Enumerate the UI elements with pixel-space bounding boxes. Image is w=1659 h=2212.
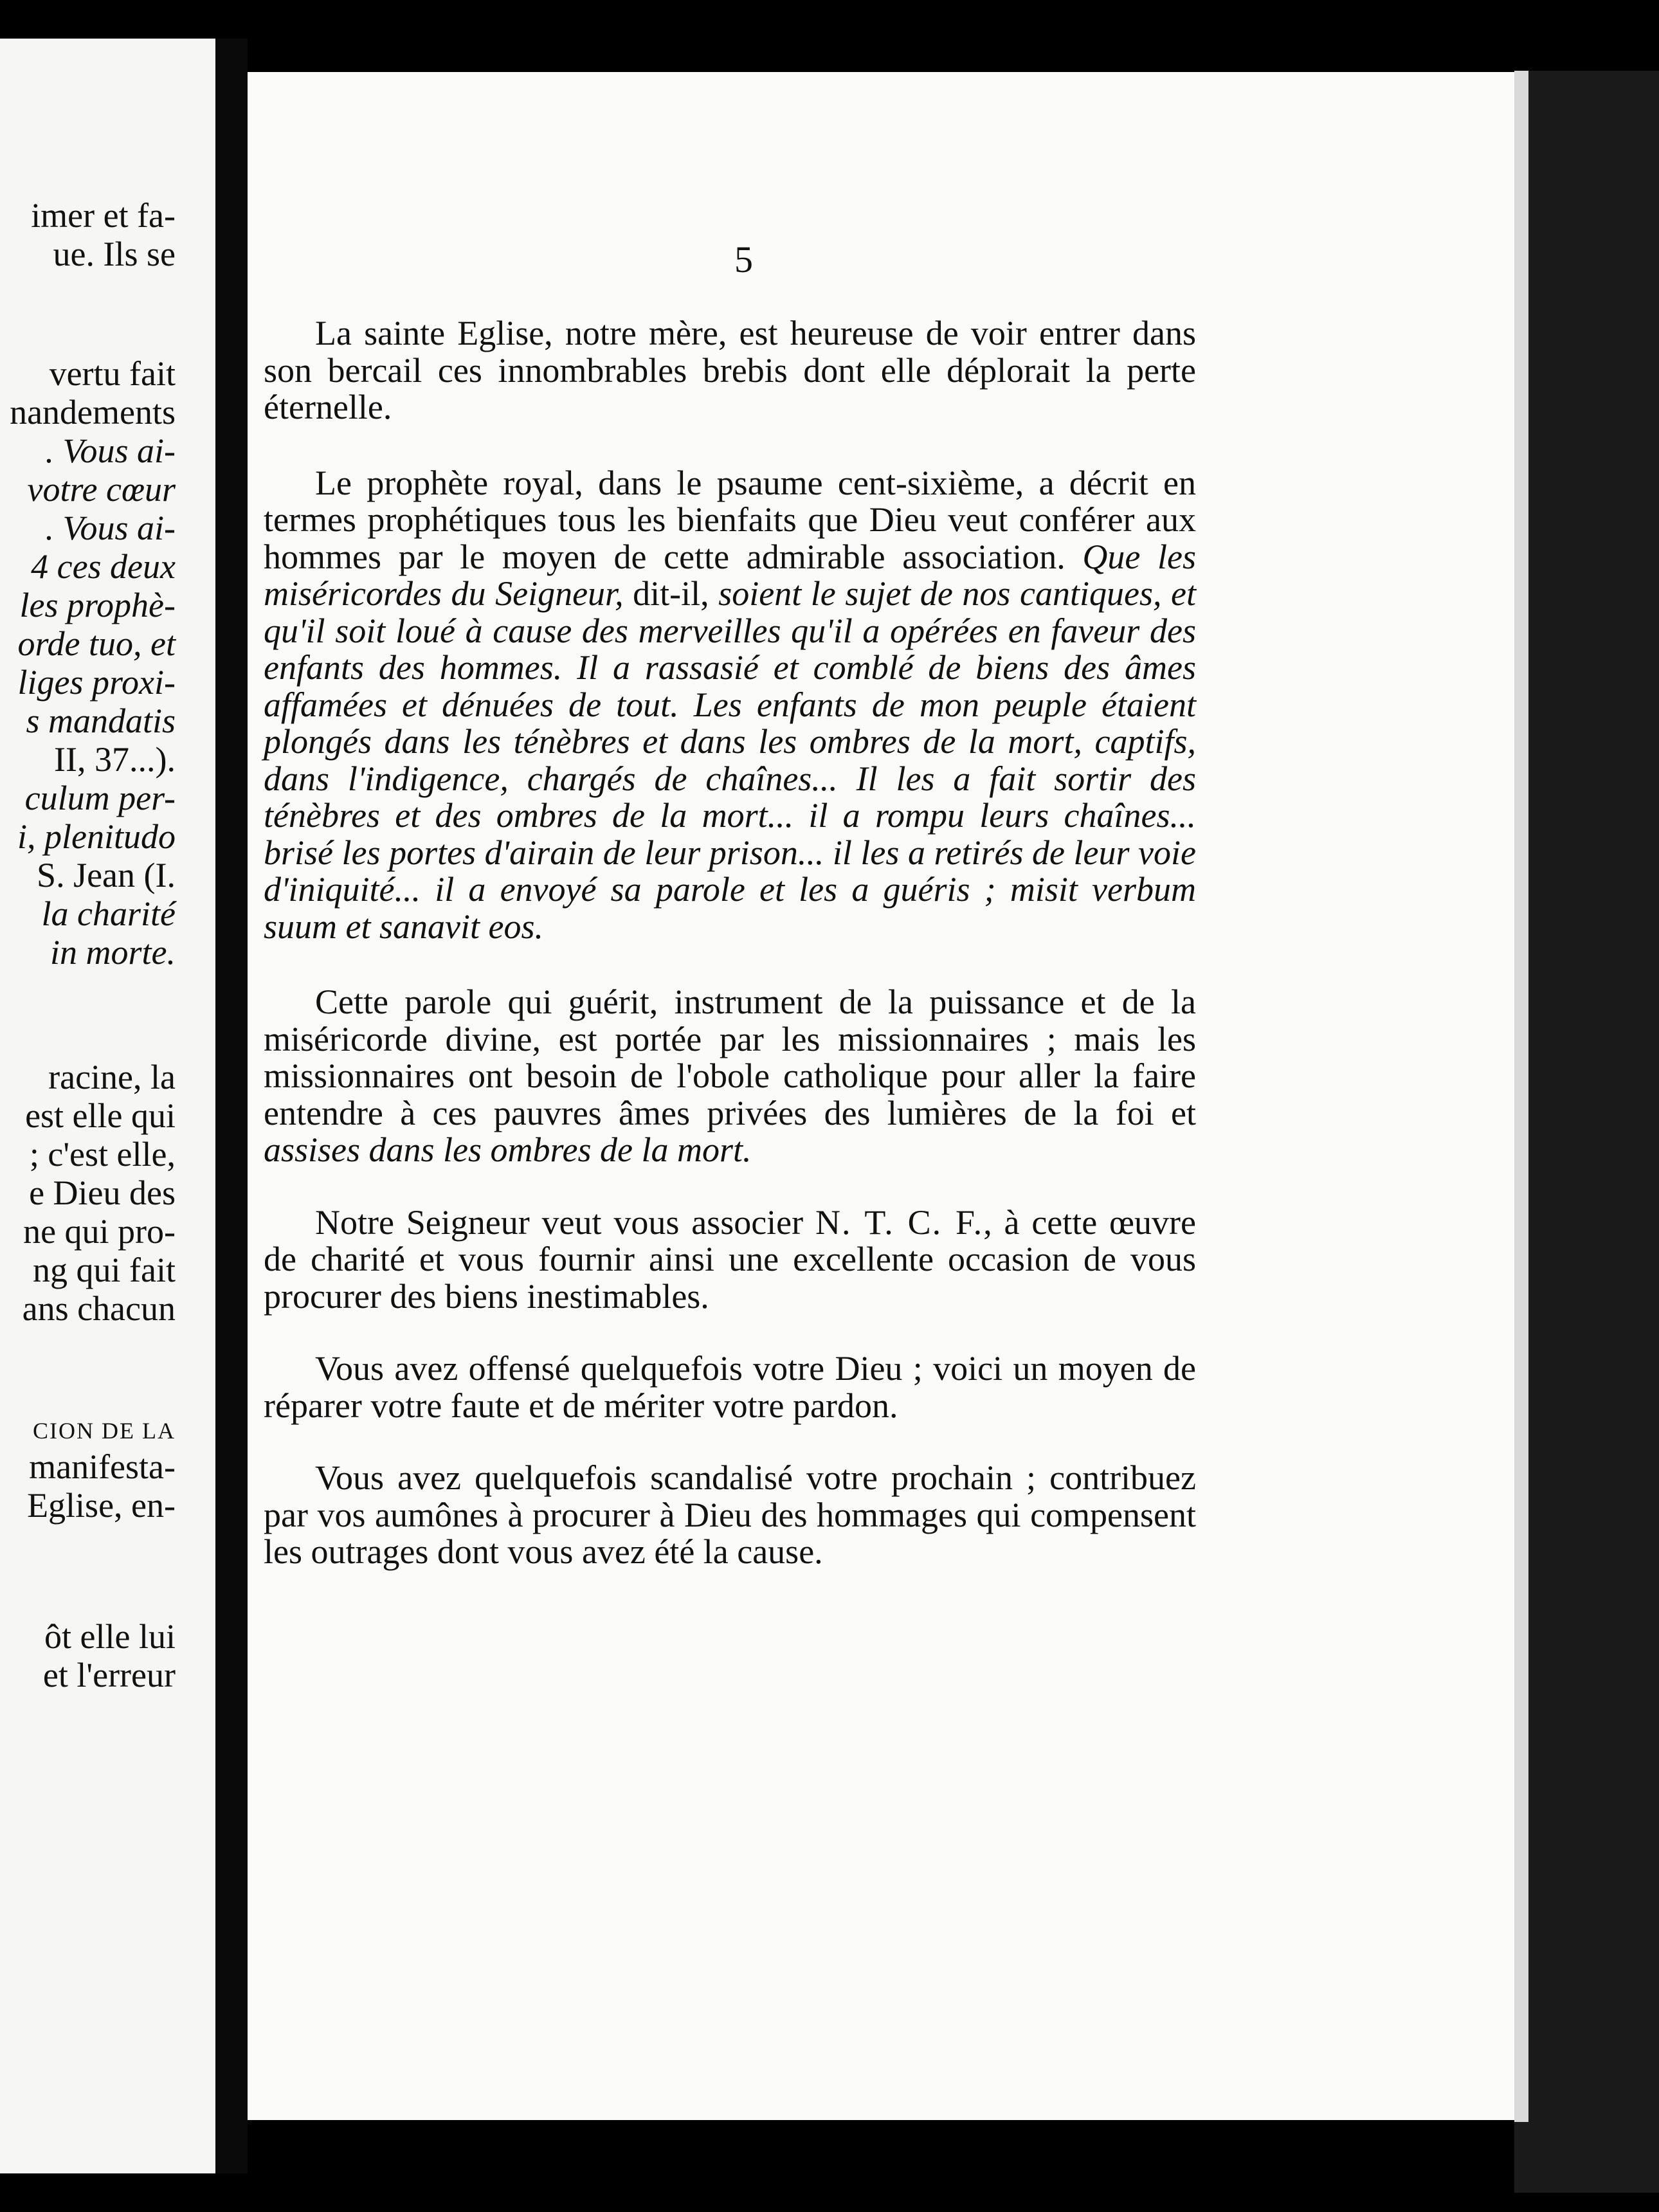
paragraph — [264, 984, 1196, 1169]
left-page-line: in morte. — [50, 933, 176, 972]
left-page-line: la charité — [41, 894, 176, 933]
left-page-line: Eglise, en- — [27, 1486, 176, 1525]
quotation-text: soient le sujet de nos cantiques, et qu'il soit loué à cause des merveilles qu'il a opérées en faveur des enfants des hommes. Il a rassasié et comblé de biens des âmes affamées et dénuées de tout. Les enfants de mon peuple étaient plongés dans les ténèbres et dans les ombres de la mort, captifs, dans l'indigence, chargés de chaînes... Il les a fait sortir des ténèbres et des ombres de la mort... il a rompu leurs chaînes... brisé les portes d'airain de leur prison... il les a retirés de leur voie d'iniquité... il a envoyé sa parole et les a guéris ; misit verbum suum et sanavit eos. — [264, 574, 1196, 946]
paragraph — [264, 1350, 1196, 1424]
page-edge — [1514, 71, 1528, 2122]
left-page-line: ue. Ils se — [53, 235, 176, 273]
left-page-line: ne qui pro- — [23, 1212, 176, 1251]
left-page-line: . Vous ai- — [45, 431, 176, 470]
paragraph-text: dit-il, — [623, 574, 719, 613]
left-page-line: est elle qui — [25, 1096, 176, 1135]
left-page-line: 4 ces deux — [31, 547, 176, 586]
left-page-line: nandements — [10, 393, 176, 431]
paragraph — [264, 1460, 1196, 1571]
scan-background — [1514, 71, 1659, 2193]
left-page-line: et l'erreur — [42, 1656, 176, 1694]
abbreviation: N. T. C. F. — [815, 1202, 984, 1242]
paragraph — [264, 1204, 1196, 1316]
paragraph-text: , à cette œuvre de charité et vous fournir ainsi une excellente occasion de vous procurer des biens inestimables. — [264, 1202, 1197, 1316]
left-page-line: culum per- — [24, 779, 176, 817]
paragraph-text: Notre Seigneur veut vous associer — [315, 1202, 815, 1242]
paragraph-text: Le prophète royal, dans le psaume cent-sixième, a décrit en termes prophétiques tous les bienfaits que Dieu veut conférer aux hommes par le moyen de cette admirable association. — [264, 463, 1196, 576]
left-page-line: s mandatis — [26, 702, 176, 740]
paragraph-text: Vous avez offensé quelquefois votre Dieu ; voici un moyen de réparer votre faute et de mériter votre pardon. — [264, 1349, 1196, 1425]
left-page-line: racine, la — [48, 1058, 176, 1096]
paragraph-text: Cette parole qui guérit, instrument de la puissance et de la miséricorde divine, est portée par les missionnaires ; mais les missionnaires ont besoin de l'obole catholique pour aller la faire entendre à ces pauvres âmes privées des lumières de la foi et — [264, 983, 1196, 1132]
left-page-line: CION DE LA — [33, 1418, 176, 1444]
left-page-line: II, 37...). — [54, 740, 176, 779]
left-page-line: ans chacun — [22, 1289, 176, 1328]
page-body — [264, 315, 1196, 1571]
left-page-line: . Vous ai- — [45, 509, 176, 547]
previous-page-fragment — [0, 39, 215, 2173]
left-page-line: manifesta- — [29, 1447, 176, 1486]
left-page-line: vertu fait — [49, 354, 176, 393]
quotation-text: assises dans les ombres de la mort. — [264, 1130, 752, 1169]
paragraph-text: La sainte Eglise, notre mère, est heureuse de voir entrer dans son bercail ces innombrables brebis dont elle déplorait la perte éternelle. — [264, 314, 1196, 426]
paragraph-text: Vous avez quelquefois scandalisé votre prochain ; contribuez par vos aumônes à procurer à Dieu des hommages qui compensent les outrages dont vous avez été la cause. — [264, 1458, 1196, 1571]
page-number: 5 — [734, 239, 753, 280]
left-page-line: liges proxi- — [17, 663, 176, 702]
left-page-line: ; c'est elle, — [29, 1135, 176, 1174]
left-page-line: ng qui fait — [33, 1251, 176, 1289]
left-page-line: les prophè- — [19, 586, 176, 624]
left-page-line: imer et fa- — [31, 196, 176, 235]
left-page-line: i, plenitudo — [17, 817, 176, 856]
paragraph — [264, 315, 1196, 426]
paragraph — [264, 465, 1196, 946]
left-page-line: e Dieu des — [29, 1174, 176, 1212]
book-gutter — [215, 39, 248, 2173]
quotation-text: Que les miséricordes du Seigneur, — [264, 537, 1197, 613]
left-page-line: S. Jean (I. — [37, 856, 176, 894]
left-page-line: ôt elle lui — [44, 1617, 176, 1656]
left-page-line: votre cœur — [27, 470, 176, 509]
left-page-line: orde tuo, et — [17, 624, 176, 663]
